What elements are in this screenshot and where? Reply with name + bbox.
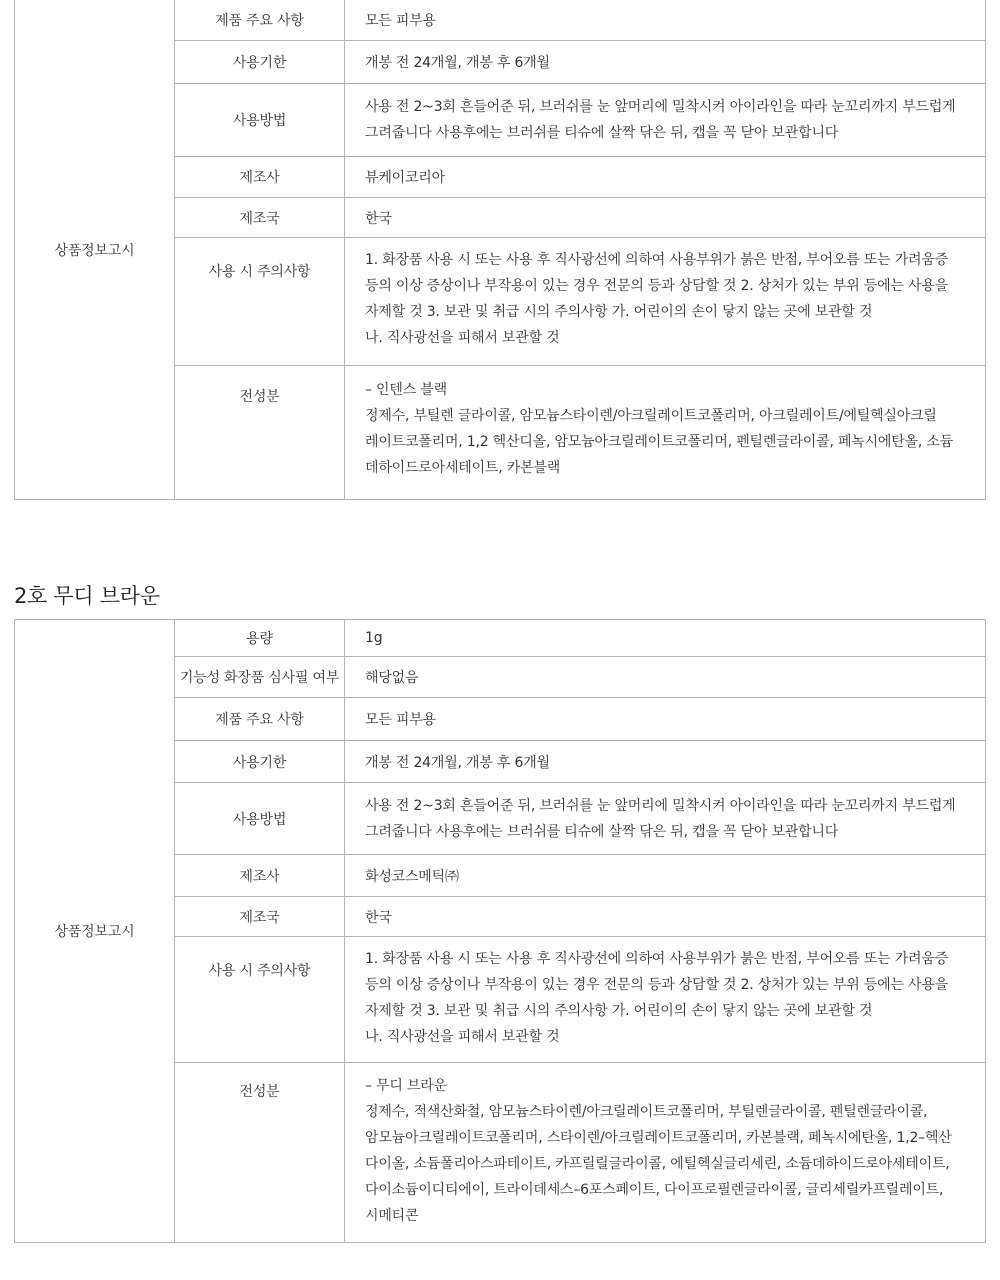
row-value: 한국 bbox=[345, 897, 986, 937]
text-line: 시메티콘 bbox=[365, 1208, 419, 1224]
row-label: 기능성 화장품 심사필 여부 bbox=[175, 657, 345, 698]
group-label: 상품정보고시 bbox=[15, 0, 175, 500]
text-line: 그려줍니다 사용후에는 브러쉬를 티슈에 살짝 닦은 뒤, 캡을 꼭 닫아 보관합니다 bbox=[365, 823, 839, 840]
text-line: 나. 직사광선을 피해서 보관할 것 bbox=[365, 1029, 560, 1045]
text-line: 사용 전 2~3회 흔들어준 뒤, 브러쉬를 눈 앞머리에 밀착시켜 아이라인을 따라 눈꼬리까지 부드럽게 bbox=[365, 797, 956, 814]
row-value bbox=[345, 366, 986, 500]
text-line: – 인텐스 블랙 bbox=[365, 382, 447, 398]
row-value: 개봉 전 24개월, 개봉 후 6개월 bbox=[345, 41, 986, 84]
row-value: 뷰케이코리아 bbox=[345, 157, 986, 198]
text-line: 등의 이상 증상이나 부작용이 있는 경우 전문의 등과 상담할 것 2. 상처가 있는 부위 등에는 사용을 bbox=[365, 977, 949, 993]
text-line: 데하이드로아세테이트, 카본블랙 bbox=[365, 460, 561, 476]
row-value: 화성코스메틱㈜ bbox=[345, 855, 986, 897]
row-label: 전성분 bbox=[175, 366, 345, 500]
row-value: 해당없음 bbox=[345, 657, 986, 698]
section-title: 2호 무디 브라운 bbox=[14, 584, 160, 608]
text-line: 나. 직사광선을 피해서 보관할 것 bbox=[365, 330, 560, 346]
text-line: 레이트코폴리머, 1,2 헥산디올, 암모늄아크릴레이트코폴리머, 펜틸렌글라이콜, 페녹시에탄올, 소듐 bbox=[365, 434, 954, 450]
row-label: 제품 주요 사항 bbox=[175, 0, 345, 41]
text-line: 정제수, 부틸렌 글라이콜, 암모늄스타이렌/아크릴레이트코폴리머, 아크릴레이트/에틸헥실아크릴 bbox=[365, 408, 937, 424]
product-info-table-2 bbox=[14, 619, 986, 1243]
row-label: 제조사 bbox=[175, 157, 345, 198]
row-value: 모든 피부용 bbox=[345, 698, 986, 741]
row-value bbox=[345, 1063, 986, 1243]
row-value: 1g bbox=[345, 620, 986, 657]
row-label: 사용방법 bbox=[175, 84, 345, 157]
row-label: 사용기한 bbox=[175, 41, 345, 84]
row-value bbox=[345, 84, 986, 157]
text-line: 암모늄아크릴레이트코폴리머, 스타이렌/아크릴레이트코폴리머, 카본블랙, 페녹시에탄올, 1,2–헥산 bbox=[365, 1130, 952, 1146]
row-label: 사용기한 bbox=[175, 741, 345, 783]
text-line: 1. 화장품 사용 시 또는 사용 후 직사광선에 의하여 사용부위가 붉은 반점, 부어오름 또는 가려움증 bbox=[365, 951, 949, 967]
row-label: 제품 주요 사항 bbox=[175, 698, 345, 741]
row-label: 사용방법 bbox=[175, 783, 345, 855]
row-label: 제조국 bbox=[175, 897, 345, 937]
group-label: 상품정보고시 bbox=[15, 620, 175, 1243]
row-value: 한국 bbox=[345, 198, 986, 238]
row-label: 전성분 bbox=[175, 1063, 345, 1243]
row-value: 개봉 전 24개월, 개봉 후 6개월 bbox=[345, 741, 986, 783]
text-line: 1. 화장품 사용 시 또는 사용 후 직사광선에 의하여 사용부위가 붉은 반점, 부어오름 또는 가려움증 bbox=[365, 252, 949, 268]
text-line: 자제할 것 3. 보관 및 취급 시의 주의사항 가. 어린이의 손이 닿지 않는 곳에 보관할 것 bbox=[365, 304, 873, 320]
row-label: 제조사 bbox=[175, 855, 345, 897]
row-value bbox=[345, 783, 986, 855]
row-value bbox=[345, 238, 986, 366]
text-line: 자제할 것 3. 보관 및 취급 시의 주의사항 가. 어린이의 손이 닿지 않는 곳에 보관할 것 bbox=[365, 1003, 873, 1019]
text-line: 사용 전 2~3회 흔들어준 뒤, 브러쉬를 눈 앞머리에 밀착시켜 아이라인을 따라 눈꼬리까지 부드럽게 bbox=[365, 99, 956, 115]
row-label: 용량 bbox=[175, 620, 345, 657]
text-line: 다이소듐이디티에이, 트라이데세스–6포스페이트, 다이프로필렌글라이콜, 글리세릴카프릴레이트, bbox=[365, 1182, 944, 1198]
text-line: – 무디 브라운 bbox=[365, 1078, 447, 1094]
text-line: 다이올, 소듐폴리아스파테이트, 카프릴릴글라이콜, 에틸헥실글리세린, 소듐데하이드로아세테이트, bbox=[365, 1156, 950, 1172]
text-line: 정제수, 적색산화철, 암모늄스타이렌/아크릴레이트코폴리머, 부틸렌글라이콜, 펜틸렌글라이콜, bbox=[365, 1104, 928, 1120]
info-row-capacity bbox=[15, 620, 986, 657]
text-line: 그려줍니다 사용후에는 브러쉬를 티슈에 살짝 닦은 뒤, 캡을 꼭 닫아 보관합니다 bbox=[365, 125, 839, 141]
row-label: 사용 시 주의사항 bbox=[175, 238, 345, 366]
row-label: 사용 시 주의사항 bbox=[175, 937, 345, 1063]
row-value bbox=[345, 937, 986, 1063]
row-value: 모든 피부용 bbox=[345, 0, 986, 41]
product-info-table-1 bbox=[14, 0, 986, 500]
info-row-main-use bbox=[15, 0, 986, 41]
row-label: 제조국 bbox=[175, 198, 345, 238]
text-line: 등의 이상 증상이나 부작용이 있는 경우 전문의 등과 상담할 것 2. 상처가 있는 부위 등에는 사용을 bbox=[365, 278, 949, 294]
